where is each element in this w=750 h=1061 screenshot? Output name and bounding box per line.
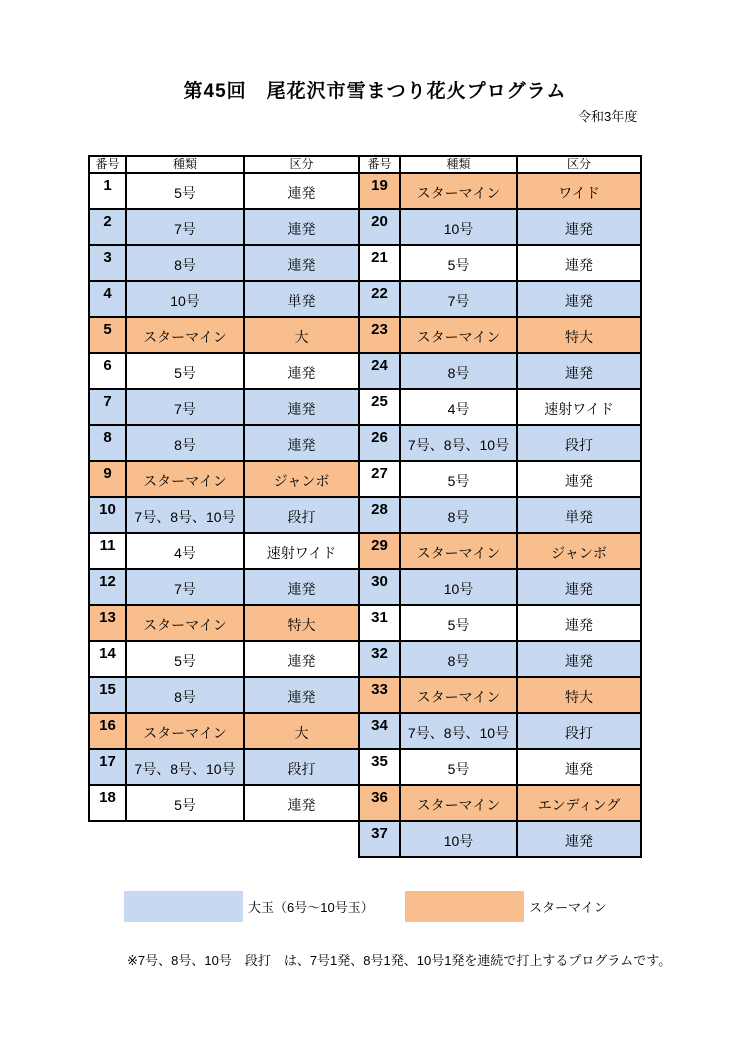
legend-item-large-shell bbox=[124, 891, 374, 922]
row-type: 5号 bbox=[400, 605, 517, 641]
legend-swatch-starmine bbox=[405, 891, 524, 922]
row-category: 連発 bbox=[244, 389, 359, 425]
row-number: 12 bbox=[89, 569, 126, 605]
row-category: 連発 bbox=[517, 821, 641, 857]
row-type: 10号 bbox=[400, 569, 517, 605]
table-row bbox=[359, 533, 641, 569]
row-type: 7号、8号、10号 bbox=[400, 713, 517, 749]
program-table-left bbox=[88, 155, 360, 822]
row-type: 8号 bbox=[400, 497, 517, 533]
column-header-category: 区分 bbox=[517, 156, 641, 173]
program-tables bbox=[88, 155, 642, 858]
row-category: 単発 bbox=[244, 281, 359, 317]
table-row bbox=[359, 785, 641, 821]
legend-item-starmine bbox=[405, 891, 607, 922]
program-table-right bbox=[358, 155, 642, 858]
row-category: 速射ワイド bbox=[517, 389, 641, 425]
page-title: 第45回 尾花沢市雪まつり花火プログラム bbox=[183, 81, 567, 102]
row-type: スターマイン bbox=[126, 713, 244, 749]
table-row bbox=[359, 425, 641, 461]
row-number: 5 bbox=[89, 317, 126, 353]
row-number: 28 bbox=[359, 497, 400, 533]
row-type: スターマイン bbox=[126, 605, 244, 641]
row-number: 19 bbox=[359, 173, 400, 209]
row-type: 5号 bbox=[126, 173, 244, 209]
row-category: 段打 bbox=[517, 425, 641, 461]
row-number: 11 bbox=[89, 533, 126, 569]
header-row bbox=[89, 156, 359, 173]
table-row bbox=[359, 497, 641, 533]
row-type: 8号 bbox=[400, 353, 517, 389]
row-category: 連発 bbox=[517, 641, 641, 677]
table-row bbox=[89, 713, 359, 749]
row-type: 5号 bbox=[400, 461, 517, 497]
row-category: 連発 bbox=[244, 641, 359, 677]
fiscal-year-label: 令和3年度 bbox=[578, 109, 638, 124]
row-number: 33 bbox=[359, 677, 400, 713]
row-type: スターマイン bbox=[126, 461, 244, 497]
table-row bbox=[89, 389, 359, 425]
table-row bbox=[359, 353, 641, 389]
row-type: 4号 bbox=[126, 533, 244, 569]
row-category: 連発 bbox=[244, 245, 359, 281]
row-number: 14 bbox=[89, 641, 126, 677]
row-type: 10号 bbox=[400, 209, 517, 245]
row-type: 5号 bbox=[126, 353, 244, 389]
row-category: 特大 bbox=[517, 317, 641, 353]
row-number: 29 bbox=[359, 533, 400, 569]
row-number: 2 bbox=[89, 209, 126, 245]
legend-swatch-large-shell bbox=[124, 891, 243, 922]
row-type: スターマイン bbox=[400, 173, 517, 209]
row-type: 8号 bbox=[126, 245, 244, 281]
row-category: 段打 bbox=[244, 497, 359, 533]
row-number: 16 bbox=[89, 713, 126, 749]
row-category: 連発 bbox=[517, 281, 641, 317]
table-row bbox=[89, 461, 359, 497]
row-type: 7号 bbox=[126, 569, 244, 605]
row-type: 5号 bbox=[126, 785, 244, 821]
row-type: スターマイン bbox=[400, 785, 517, 821]
row-category: 特大 bbox=[517, 677, 641, 713]
row-category: 大 bbox=[244, 317, 359, 353]
row-number: 10 bbox=[89, 497, 126, 533]
table-row bbox=[359, 389, 641, 425]
row-type: スターマイン bbox=[126, 317, 244, 353]
row-category: 連発 bbox=[244, 425, 359, 461]
row-number: 13 bbox=[89, 605, 126, 641]
row-type: スターマイン bbox=[400, 677, 517, 713]
row-number: 8 bbox=[89, 425, 126, 461]
row-type: 10号 bbox=[126, 281, 244, 317]
table-row bbox=[89, 785, 359, 821]
table-row bbox=[359, 605, 641, 641]
table-row bbox=[89, 641, 359, 677]
row-category: 段打 bbox=[517, 713, 641, 749]
column-header-number: 番号 bbox=[89, 156, 126, 173]
table-row bbox=[359, 713, 641, 749]
row-number: 1 bbox=[89, 173, 126, 209]
row-number: 4 bbox=[89, 281, 126, 317]
table-row bbox=[359, 209, 641, 245]
row-type: 7号、8号、10号 bbox=[400, 425, 517, 461]
table-row bbox=[89, 317, 359, 353]
row-number: 37 bbox=[359, 821, 400, 857]
row-number: 35 bbox=[359, 749, 400, 785]
row-type: 4号 bbox=[400, 389, 517, 425]
table-row bbox=[359, 569, 641, 605]
row-category: 連発 bbox=[244, 353, 359, 389]
row-category: 連発 bbox=[517, 461, 641, 497]
row-type: 7号 bbox=[126, 389, 244, 425]
row-type: 5号 bbox=[126, 641, 244, 677]
column-header-number: 番号 bbox=[359, 156, 400, 173]
table-row bbox=[359, 245, 641, 281]
table-row bbox=[89, 749, 359, 785]
table-row bbox=[89, 605, 359, 641]
row-type: 8号 bbox=[126, 425, 244, 461]
table-row bbox=[89, 569, 359, 605]
row-category: 連発 bbox=[517, 245, 641, 281]
row-number: 15 bbox=[89, 677, 126, 713]
row-type: スターマイン bbox=[400, 317, 517, 353]
row-category: 連発 bbox=[517, 569, 641, 605]
table-row bbox=[359, 749, 641, 785]
table-row bbox=[89, 281, 359, 317]
row-type: 5号 bbox=[400, 749, 517, 785]
row-type: 7号、8号、10号 bbox=[126, 749, 244, 785]
row-number: 25 bbox=[359, 389, 400, 425]
row-type: 8号 bbox=[126, 677, 244, 713]
column-header-type: 種類 bbox=[400, 156, 517, 173]
row-type: 5号 bbox=[400, 245, 517, 281]
row-category: ジャンボ bbox=[517, 533, 641, 569]
row-category: 連発 bbox=[517, 353, 641, 389]
row-number: 32 bbox=[359, 641, 400, 677]
row-number: 22 bbox=[359, 281, 400, 317]
row-number: 30 bbox=[359, 569, 400, 605]
row-category: 連発 bbox=[244, 173, 359, 209]
row-category: 連発 bbox=[517, 209, 641, 245]
row-category: 連発 bbox=[244, 209, 359, 245]
row-number: 18 bbox=[89, 785, 126, 821]
legend-label-large-shell: 大玉（6号～10号玉） bbox=[248, 900, 374, 915]
table-row bbox=[359, 461, 641, 497]
row-number: 36 bbox=[359, 785, 400, 821]
row-number: 31 bbox=[359, 605, 400, 641]
footnote: ※7号、8号、10号 段打 は、7号1発、8号1発、10号1発を連続で打上するプログラムです。 bbox=[127, 953, 672, 968]
header-row bbox=[359, 156, 641, 173]
row-type: スターマイン bbox=[400, 533, 517, 569]
row-category: 段打 bbox=[244, 749, 359, 785]
row-type: 10号 bbox=[400, 821, 517, 857]
row-category: 連発 bbox=[244, 785, 359, 821]
legend-label-starmine: スターマイン bbox=[529, 900, 607, 915]
column-header-type: 種類 bbox=[126, 156, 244, 173]
row-category: エンディング bbox=[517, 785, 641, 821]
row-number: 17 bbox=[89, 749, 126, 785]
row-number: 21 bbox=[359, 245, 400, 281]
row-number: 6 bbox=[89, 353, 126, 389]
row-category: 速射ワイド bbox=[244, 533, 359, 569]
row-number: 7 bbox=[89, 389, 126, 425]
row-category: 大 bbox=[244, 713, 359, 749]
table-row bbox=[359, 173, 641, 209]
table-row bbox=[89, 209, 359, 245]
row-category: 連発 bbox=[517, 749, 641, 785]
table-row bbox=[359, 317, 641, 353]
row-type: 7号 bbox=[400, 281, 517, 317]
column-header-category: 区分 bbox=[244, 156, 359, 173]
row-number: 3 bbox=[89, 245, 126, 281]
row-category: ジャンボ bbox=[244, 461, 359, 497]
row-type: 7号、8号、10号 bbox=[126, 497, 244, 533]
table-row bbox=[89, 173, 359, 209]
table-row bbox=[89, 425, 359, 461]
table-row bbox=[89, 353, 359, 389]
table-row bbox=[89, 245, 359, 281]
table-row bbox=[359, 821, 641, 857]
row-category: 特大 bbox=[244, 605, 359, 641]
row-category: 連発 bbox=[244, 569, 359, 605]
table-row bbox=[359, 677, 641, 713]
row-number: 26 bbox=[359, 425, 400, 461]
row-category: 連発 bbox=[517, 605, 641, 641]
row-number: 34 bbox=[359, 713, 400, 749]
row-type: 7号 bbox=[126, 209, 244, 245]
table-row bbox=[359, 281, 641, 317]
row-number: 24 bbox=[359, 353, 400, 389]
table-row bbox=[89, 497, 359, 533]
table-row bbox=[359, 641, 641, 677]
row-category: 単発 bbox=[517, 497, 641, 533]
row-category: ワイド bbox=[517, 173, 641, 209]
row-number: 23 bbox=[359, 317, 400, 353]
row-category: 連発 bbox=[244, 677, 359, 713]
row-number: 27 bbox=[359, 461, 400, 497]
table-row bbox=[89, 533, 359, 569]
row-number: 20 bbox=[359, 209, 400, 245]
row-number: 9 bbox=[89, 461, 126, 497]
table-row bbox=[89, 677, 359, 713]
row-type: 8号 bbox=[400, 641, 517, 677]
